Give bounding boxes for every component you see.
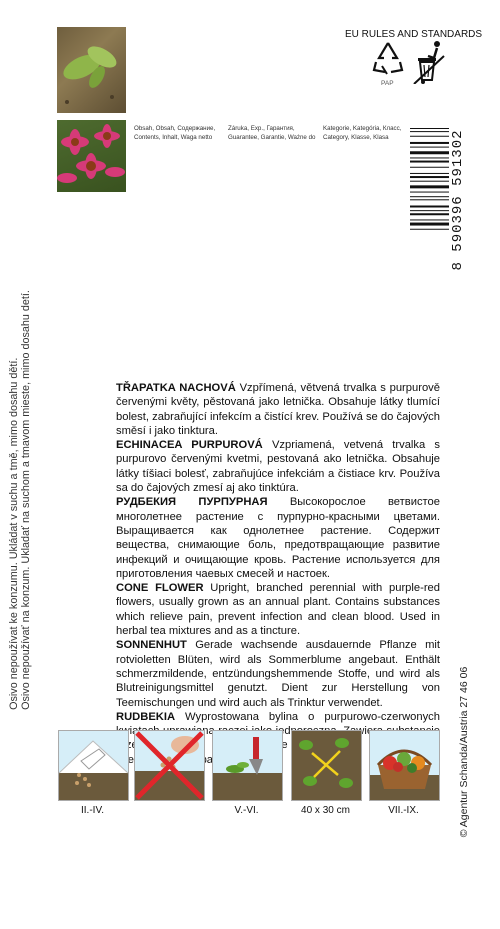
harvest-tile <box>369 730 440 801</box>
barcode-number: 8 590396 591302 <box>450 129 466 271</box>
eu-standards-title: EU RULES AND STANDARDS <box>345 29 483 40</box>
description-paragraph <box>116 495 440 581</box>
harvest-period: VII.-IX. <box>388 805 419 816</box>
sowing-indoor-period: II.-IV. <box>81 805 104 816</box>
spacing-value: 40 x 30 cm <box>301 805 350 816</box>
contents-label: Obsah, Obsah, Содержание, Contents, Inhalt, Waga netto <box>134 125 216 141</box>
description-text: Gerade wachsende ausdauernde Pflanze mit rotvioletten Blüten, wird als Sommerblume angebaut. Enthält schmerzmildende, entzündungshemmende Stoffe, und wird als Blutreinigungsmittel genutzt. Dient zur Herstellung von Teemischungen und wird auch als Trinktur verwendet. <box>116 639 440 709</box>
storage-instructions-sk: Osivo nepoužívať na konzum. Ukladať na suchom a tmavom mieste, mimo dosahu detí. <box>20 290 32 710</box>
storage-instructions <box>8 290 32 710</box>
storage-instructions-cz: Osivo nepoužívat ke konzumu. Ukládat v suchu a tmě, mimo dosahu dětí. <box>8 357 20 710</box>
description-paragraph <box>116 581 440 638</box>
description-title: ECHINACEA PURPUROVÁ <box>116 439 263 452</box>
description-text: Vzpriamená, vetvená trvalka s purpurovo červenými kvetmi, pestovaná ako letnička. Obsahuje látky tíšiaci bolesť, zabraňujúce infekciám a čistiace krv. Používa sa do čajových zmesí aj ako tinktúra. <box>116 439 441 495</box>
guarantee-label: Záruka, Exp., Гарантия, Guarantee, Garantie, Ważne do <box>228 125 316 141</box>
pap-label: PAP <box>381 80 394 87</box>
description-paragraph <box>116 438 440 495</box>
description-text: Wyprostowana bylina o purpurowo-czerwonych Zawiera <box>185 710 440 738</box>
description-block <box>116 381 440 767</box>
description-title: SONNENHUT <box>116 639 187 652</box>
spacing-tile <box>291 730 362 801</box>
description-text: Upright, branched perennial with purple-red flowers, usually grown as an annual plant. Contains substances which relieve pain, prevent infection and clean blood. Used in herbal tea mixtures and as a tincture. <box>116 582 440 638</box>
description-title: CONE FLOWER <box>116 582 204 595</box>
planting-out-tile <box>212 730 283 801</box>
planting-out-period: V.-VI. <box>234 805 259 816</box>
description-title: РУДБЕКИЯ ПУРПУРНАЯ <box>116 496 268 509</box>
category-label: Kategorie, Kategória, Класс, Category, Klasse, Klasa <box>323 125 402 141</box>
waste-bin-icon <box>412 38 446 89</box>
description-text: Vzpřímená, větvená trvalka s purpurově červenými květy, pěstovaná jako letnička. Obsahuje látky tlumící bolest, zabraňující infekcím a čistící krev. Používá se do čajových směsí i jako tinktura. <box>116 382 440 437</box>
recycle-icon <box>371 40 405 83</box>
description-paragraph <box>116 638 440 709</box>
flower-photo <box>57 120 126 192</box>
description-text: Высокорослое ветвистое многолетнее растение с пурпурно-красными цветами. Выращивается как однолетнее растение. Содержит вещества, снимающие боль, предотвращающие развитие инфекций и очищающие кровь. Растение используется для приготовления чаевых смесей и настоек. <box>116 496 440 580</box>
sowing-indoor-tile <box>58 730 129 801</box>
description-title: TŘAPATKA NACHOVÁ <box>116 382 236 394</box>
description-title: RUDBEKIA <box>116 710 176 723</box>
seedling-photo <box>57 27 126 113</box>
description-paragraph <box>116 381 440 438</box>
direct-sowing-tile <box>134 730 205 801</box>
agency-copyright: © Agentur Schanda/Austria 27 46 06 <box>458 666 470 838</box>
